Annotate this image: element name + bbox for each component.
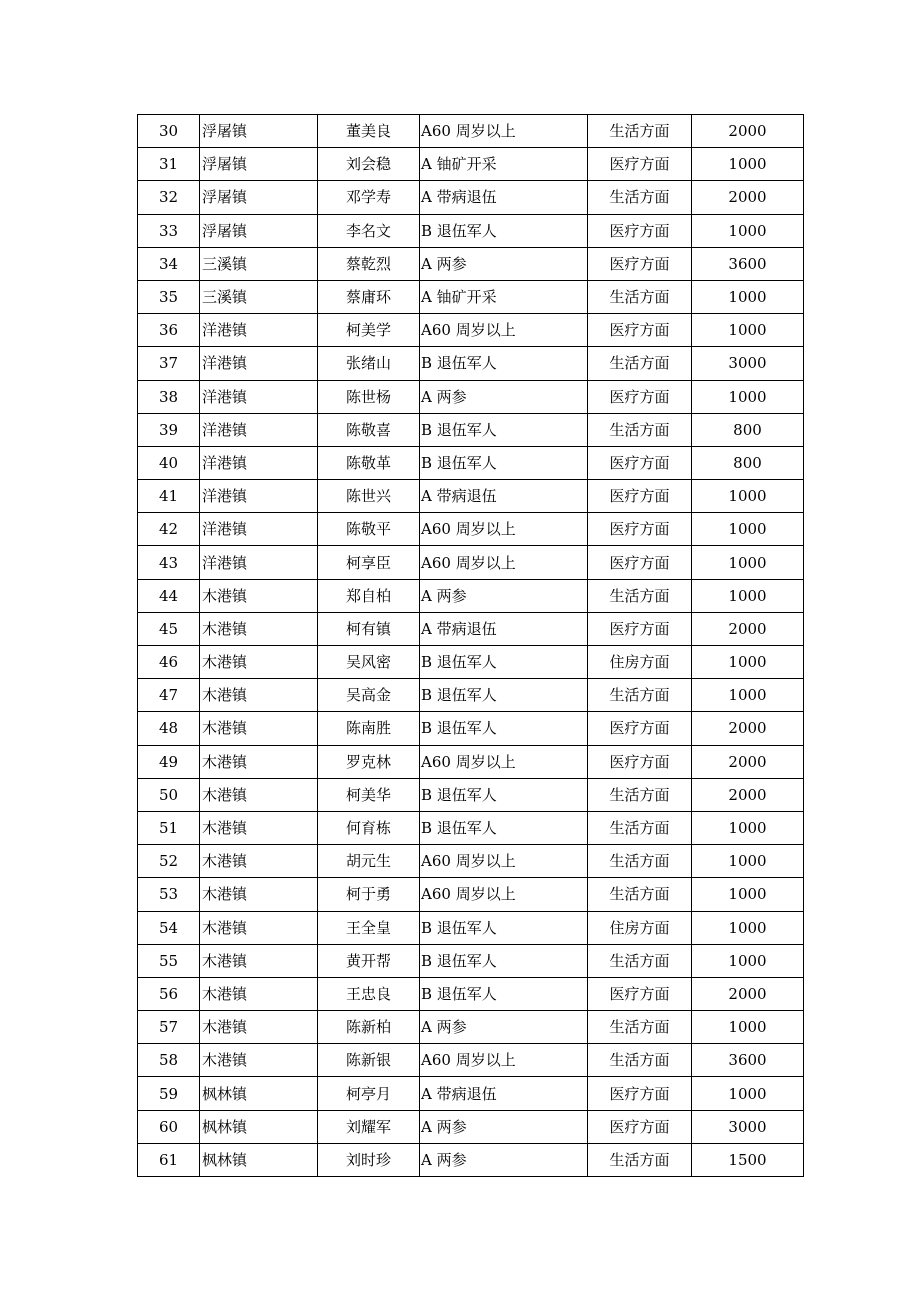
- table-row: [138, 413, 804, 446]
- town-cell: 洋港镇: [200, 347, 318, 380]
- person-name-cell: 柯美华: [318, 778, 420, 811]
- aid-aspect-cell: 医疗方面: [588, 712, 692, 745]
- aid-aspect-cell: 医疗方面: [588, 380, 692, 413]
- amount-cell: 2000: [692, 712, 804, 745]
- person-name-cell: 陈敬喜: [318, 413, 420, 446]
- amount-cell: 1000: [692, 878, 804, 911]
- table-row: [138, 745, 804, 778]
- row-number: 31: [138, 148, 200, 181]
- row-number: 33: [138, 214, 200, 247]
- row-number: 38: [138, 380, 200, 413]
- table-row: [138, 579, 804, 612]
- person-name-cell: 柯于勇: [318, 878, 420, 911]
- table-row: [138, 546, 804, 579]
- aid-aspect-cell: 医疗方面: [588, 546, 692, 579]
- category-cell: B 退伍军人: [420, 646, 588, 679]
- category-cell: B 退伍军人: [420, 977, 588, 1010]
- aid-aspect-cell: 生活方面: [588, 679, 692, 712]
- town-cell: 枫林镇: [200, 1110, 318, 1143]
- category-cell: A 带病退伍: [420, 1077, 588, 1110]
- category-cell: B 退伍军人: [420, 446, 588, 479]
- person-name-cell: 王全皇: [318, 911, 420, 944]
- row-number: 34: [138, 247, 200, 280]
- town-cell: 木港镇: [200, 778, 318, 811]
- aid-aspect-cell: 医疗方面: [588, 148, 692, 181]
- aid-aspect-cell: 生活方面: [588, 845, 692, 878]
- row-number: 39: [138, 413, 200, 446]
- aid-aspect-cell: 生活方面: [588, 1011, 692, 1044]
- table-row: [138, 612, 804, 645]
- row-number: 46: [138, 646, 200, 679]
- table-row: [138, 811, 804, 844]
- town-cell: 枫林镇: [200, 1077, 318, 1110]
- category-cell: A 铀矿开采: [420, 148, 588, 181]
- amount-cell: 2000: [692, 977, 804, 1010]
- person-name-cell: 柯亭月: [318, 1077, 420, 1110]
- table-row: [138, 845, 804, 878]
- aid-aspect-cell: 生活方面: [588, 944, 692, 977]
- town-cell: 洋港镇: [200, 446, 318, 479]
- category-cell: A60 周岁以上: [420, 878, 588, 911]
- row-number: 50: [138, 778, 200, 811]
- row-number: 49: [138, 745, 200, 778]
- relief-table: [137, 114, 804, 1177]
- aid-aspect-cell: 医疗方面: [588, 480, 692, 513]
- amount-cell: 1000: [692, 280, 804, 313]
- row-number: 56: [138, 977, 200, 1010]
- row-number: 59: [138, 1077, 200, 1110]
- category-cell: B 退伍军人: [420, 778, 588, 811]
- aid-aspect-cell: 生活方面: [588, 115, 692, 148]
- person-name-cell: 陈敬革: [318, 446, 420, 479]
- category-cell: A60 周岁以上: [420, 513, 588, 546]
- town-cell: 洋港镇: [200, 380, 318, 413]
- town-cell: 木港镇: [200, 745, 318, 778]
- amount-cell: 3000: [692, 347, 804, 380]
- aid-aspect-cell: 生活方面: [588, 1143, 692, 1176]
- town-cell: 三溪镇: [200, 247, 318, 280]
- amount-cell: 2000: [692, 778, 804, 811]
- aid-aspect-cell: 医疗方面: [588, 977, 692, 1010]
- town-cell: 洋港镇: [200, 546, 318, 579]
- category-cell: A 两参: [420, 579, 588, 612]
- town-cell: 木港镇: [200, 845, 318, 878]
- amount-cell: 1000: [692, 1077, 804, 1110]
- town-cell: 木港镇: [200, 579, 318, 612]
- aid-aspect-cell: 住房方面: [588, 911, 692, 944]
- person-name-cell: 邓学寿: [318, 181, 420, 214]
- row-number: 58: [138, 1044, 200, 1077]
- town-cell: 木港镇: [200, 646, 318, 679]
- table-row: [138, 181, 804, 214]
- aid-aspect-cell: 医疗方面: [588, 513, 692, 546]
- person-name-cell: 王忠良: [318, 977, 420, 1010]
- town-cell: 木港镇: [200, 878, 318, 911]
- town-cell: 木港镇: [200, 612, 318, 645]
- person-name-cell: 陈世杨: [318, 380, 420, 413]
- table-row: [138, 513, 804, 546]
- town-cell: 浮屠镇: [200, 148, 318, 181]
- aid-aspect-cell: 医疗方面: [588, 247, 692, 280]
- category-cell: B 退伍军人: [420, 712, 588, 745]
- table-body: [138, 115, 804, 1177]
- category-cell: B 退伍军人: [420, 347, 588, 380]
- category-cell: B 退伍军人: [420, 214, 588, 247]
- row-number: 54: [138, 911, 200, 944]
- person-name-cell: 胡元生: [318, 845, 420, 878]
- town-cell: 木港镇: [200, 911, 318, 944]
- person-name-cell: 蔡乾烈: [318, 247, 420, 280]
- town-cell: 洋港镇: [200, 513, 318, 546]
- row-number: 36: [138, 314, 200, 347]
- category-cell: B 退伍军人: [420, 679, 588, 712]
- row-number: 43: [138, 546, 200, 579]
- amount-cell: 1000: [692, 944, 804, 977]
- category-cell: B 退伍军人: [420, 911, 588, 944]
- person-name-cell: 李名文: [318, 214, 420, 247]
- aid-aspect-cell: 医疗方面: [588, 446, 692, 479]
- category-cell: A60 周岁以上: [420, 314, 588, 347]
- aid-aspect-cell: 生活方面: [588, 347, 692, 380]
- category-cell: A 两参: [420, 1143, 588, 1176]
- town-cell: 木港镇: [200, 944, 318, 977]
- amount-cell: 1000: [692, 811, 804, 844]
- table-row: [138, 878, 804, 911]
- row-number: 32: [138, 181, 200, 214]
- category-cell: A 带病退伍: [420, 480, 588, 513]
- aid-aspect-cell: 生活方面: [588, 280, 692, 313]
- row-number: 61: [138, 1143, 200, 1176]
- table-row: [138, 1077, 804, 1110]
- table-row: [138, 280, 804, 313]
- amount-cell: 1000: [692, 845, 804, 878]
- amount-cell: 3600: [692, 247, 804, 280]
- amount-cell: 800: [692, 446, 804, 479]
- town-cell: 浮屠镇: [200, 214, 318, 247]
- aid-aspect-cell: 生活方面: [588, 811, 692, 844]
- town-cell: 洋港镇: [200, 480, 318, 513]
- category-cell: A60 周岁以上: [420, 546, 588, 579]
- person-name-cell: 黄开帮: [318, 944, 420, 977]
- person-name-cell: 刘耀军: [318, 1110, 420, 1143]
- person-name-cell: 董美良: [318, 115, 420, 148]
- category-cell: A60 周岁以上: [420, 1044, 588, 1077]
- row-number: 48: [138, 712, 200, 745]
- amount-cell: 1000: [692, 911, 804, 944]
- aid-aspect-cell: 医疗方面: [588, 314, 692, 347]
- amount-cell: 1000: [692, 1011, 804, 1044]
- amount-cell: 2000: [692, 181, 804, 214]
- person-name-cell: 陈新柏: [318, 1011, 420, 1044]
- person-name-cell: 刘会稳: [318, 148, 420, 181]
- amount-cell: 1000: [692, 679, 804, 712]
- table-row: [138, 247, 804, 280]
- amount-cell: 1000: [692, 513, 804, 546]
- aid-aspect-cell: 生活方面: [588, 413, 692, 446]
- row-number: 44: [138, 579, 200, 612]
- aid-aspect-cell: 生活方面: [588, 579, 692, 612]
- row-number: 51: [138, 811, 200, 844]
- category-cell: B 退伍军人: [420, 413, 588, 446]
- category-cell: A60 周岁以上: [420, 745, 588, 778]
- table-row: [138, 646, 804, 679]
- row-number: 45: [138, 612, 200, 645]
- category-cell: A 两参: [420, 1011, 588, 1044]
- row-number: 47: [138, 679, 200, 712]
- person-name-cell: 蔡庸环: [318, 280, 420, 313]
- category-cell: A60 周岁以上: [420, 845, 588, 878]
- person-name-cell: 陈新银: [318, 1044, 420, 1077]
- town-cell: 木港镇: [200, 977, 318, 1010]
- aid-aspect-cell: 医疗方面: [588, 1110, 692, 1143]
- aid-aspect-cell: 住房方面: [588, 646, 692, 679]
- category-cell: B 退伍军人: [420, 944, 588, 977]
- amount-cell: 1000: [692, 579, 804, 612]
- category-cell: B 退伍军人: [420, 811, 588, 844]
- town-cell: 木港镇: [200, 1011, 318, 1044]
- aid-aspect-cell: 医疗方面: [588, 745, 692, 778]
- table-row: [138, 314, 804, 347]
- table-row: [138, 148, 804, 181]
- person-name-cell: 吴风密: [318, 646, 420, 679]
- aid-aspect-cell: 医疗方面: [588, 612, 692, 645]
- category-cell: A60 周岁以上: [420, 115, 588, 148]
- amount-cell: 2000: [692, 612, 804, 645]
- table-row: [138, 712, 804, 745]
- amount-cell: 2000: [692, 745, 804, 778]
- person-name-cell: 柯有镇: [318, 612, 420, 645]
- table-row: [138, 778, 804, 811]
- row-number: 37: [138, 347, 200, 380]
- aid-aspect-cell: 生活方面: [588, 878, 692, 911]
- person-name-cell: 郑自柏: [318, 579, 420, 612]
- category-cell: A 带病退伍: [420, 181, 588, 214]
- row-number: 57: [138, 1011, 200, 1044]
- category-cell: A 铀矿开采: [420, 280, 588, 313]
- aid-aspect-cell: 生活方面: [588, 1044, 692, 1077]
- category-cell: A 带病退伍: [420, 612, 588, 645]
- person-name-cell: 陈敬平: [318, 513, 420, 546]
- person-name-cell: 陈世兴: [318, 480, 420, 513]
- category-cell: A 两参: [420, 380, 588, 413]
- amount-cell: 1000: [692, 314, 804, 347]
- town-cell: 浮屠镇: [200, 115, 318, 148]
- row-number: 42: [138, 513, 200, 546]
- table-row: [138, 214, 804, 247]
- table-row: [138, 446, 804, 479]
- row-number: 40: [138, 446, 200, 479]
- amount-cell: 3000: [692, 1110, 804, 1143]
- table-row: [138, 944, 804, 977]
- amount-cell: 2000: [692, 115, 804, 148]
- category-cell: A 两参: [420, 1110, 588, 1143]
- table-row: [138, 480, 804, 513]
- amount-cell: 3600: [692, 1044, 804, 1077]
- person-name-cell: 张绪山: [318, 347, 420, 380]
- town-cell: 木港镇: [200, 679, 318, 712]
- row-number: 55: [138, 944, 200, 977]
- town-cell: 木港镇: [200, 712, 318, 745]
- amount-cell: 1000: [692, 380, 804, 413]
- town-cell: 木港镇: [200, 811, 318, 844]
- person-name-cell: 柯享臣: [318, 546, 420, 579]
- table-row: [138, 347, 804, 380]
- table-row: [138, 911, 804, 944]
- table-row: [138, 1011, 804, 1044]
- amount-cell: 1000: [692, 546, 804, 579]
- amount-cell: 1000: [692, 214, 804, 247]
- town-cell: 木港镇: [200, 1044, 318, 1077]
- aid-aspect-cell: 生活方面: [588, 778, 692, 811]
- amount-cell: 1000: [692, 646, 804, 679]
- person-name-cell: 刘时珍: [318, 1143, 420, 1176]
- row-number: 30: [138, 115, 200, 148]
- aid-aspect-cell: 医疗方面: [588, 214, 692, 247]
- town-cell: 洋港镇: [200, 413, 318, 446]
- table-row: [138, 380, 804, 413]
- town-cell: 枫林镇: [200, 1143, 318, 1176]
- aid-aspect-cell: 生活方面: [588, 181, 692, 214]
- amount-cell: 1000: [692, 480, 804, 513]
- town-cell: 三溪镇: [200, 280, 318, 313]
- person-name-cell: 陈南胜: [318, 712, 420, 745]
- row-number: 35: [138, 280, 200, 313]
- aid-aspect-cell: 医疗方面: [588, 1077, 692, 1110]
- row-number: 52: [138, 845, 200, 878]
- person-name-cell: 罗克林: [318, 745, 420, 778]
- town-cell: 浮屠镇: [200, 181, 318, 214]
- row-number: 53: [138, 878, 200, 911]
- amount-cell: 1000: [692, 148, 804, 181]
- person-name-cell: 何育栋: [318, 811, 420, 844]
- table-row: [138, 1044, 804, 1077]
- amount-cell: 800: [692, 413, 804, 446]
- table-row: [138, 115, 804, 148]
- row-number: 41: [138, 480, 200, 513]
- row-number: 60: [138, 1110, 200, 1143]
- person-name-cell: 柯美学: [318, 314, 420, 347]
- category-cell: A 两参: [420, 247, 588, 280]
- table-row: [138, 1110, 804, 1143]
- amount-cell: 1500: [692, 1143, 804, 1176]
- table-row: [138, 977, 804, 1010]
- table-row: [138, 679, 804, 712]
- town-cell: 洋港镇: [200, 314, 318, 347]
- table-row: [138, 1143, 804, 1176]
- person-name-cell: 吴高金: [318, 679, 420, 712]
